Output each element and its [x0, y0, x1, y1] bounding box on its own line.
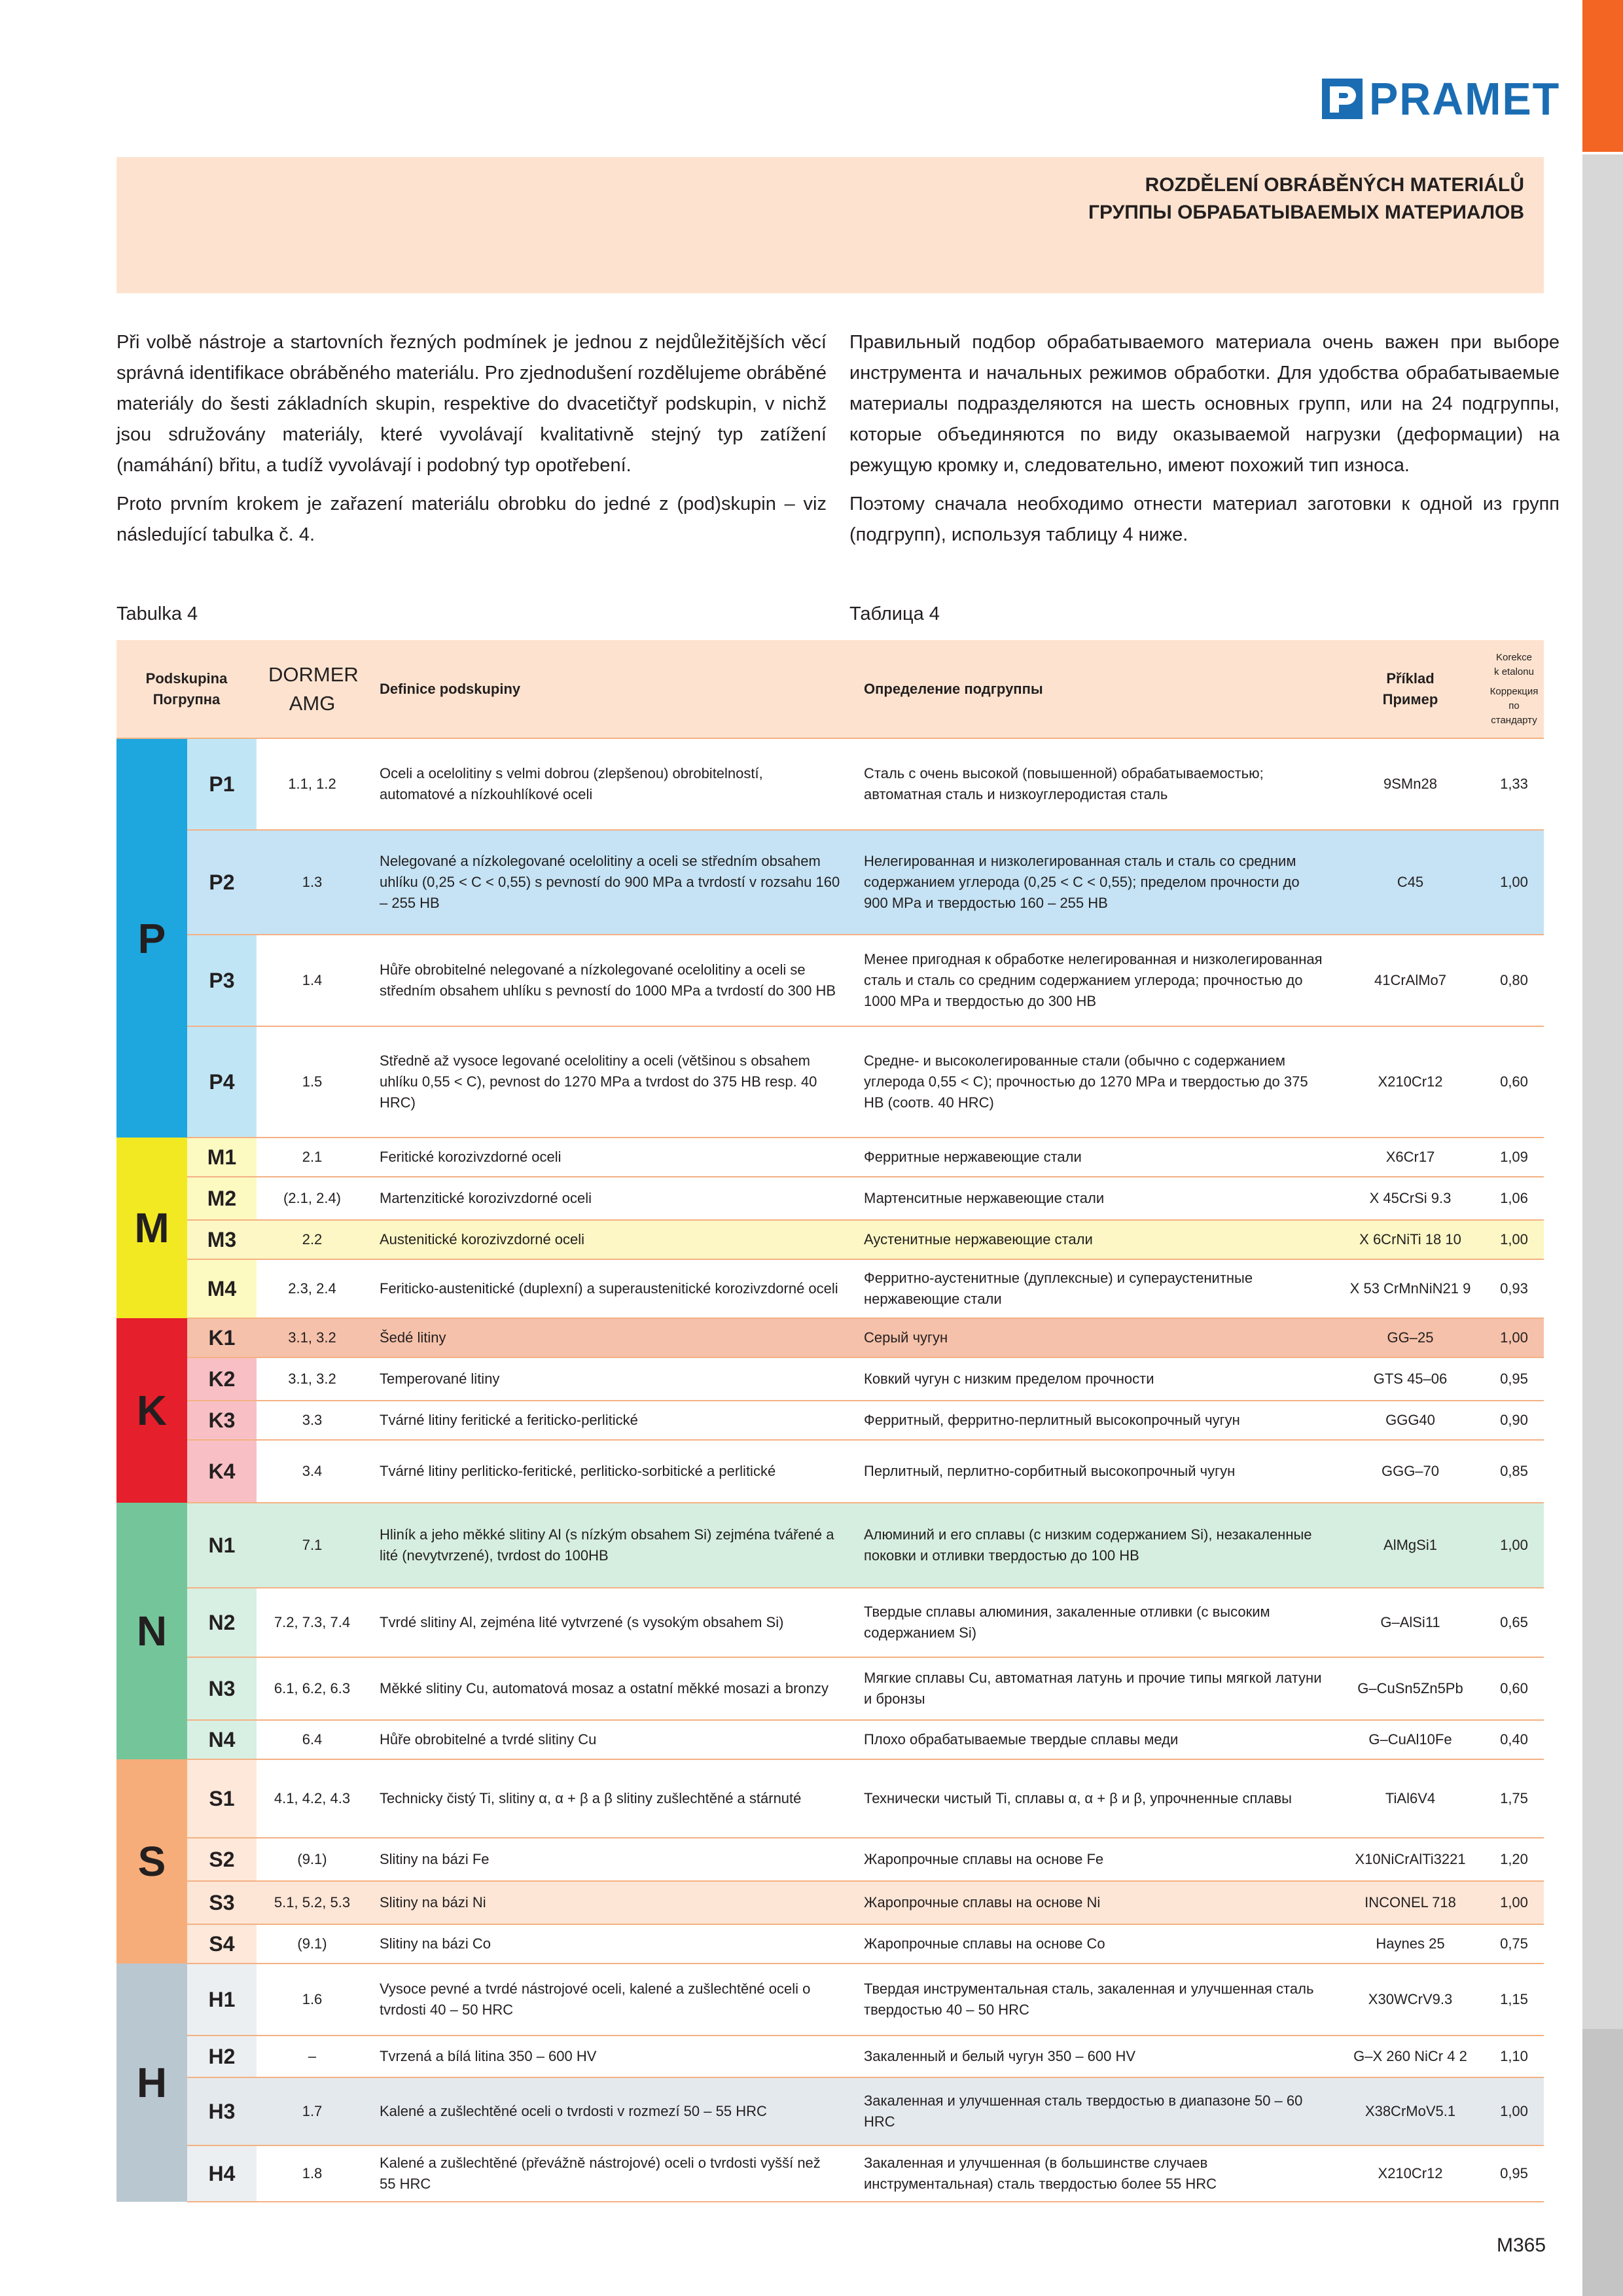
definition-ru: Алюминий и его сплавы (с низким содержанием Si), незакаленные поковки и отливки твердостью до 100 HB — [852, 1503, 1336, 1588]
definition-ru: Закаленная и улучшенная сталь твердостью в диапазоне 50 – 60 HRC — [852, 2077, 1336, 2145]
amg-code: 1.7 — [257, 2077, 368, 2145]
header-example-ru: Пример — [1382, 691, 1438, 708]
definition-ru: Серый чугун — [852, 1318, 1336, 1357]
example-material: X10NiCrAlTi3221 — [1336, 1838, 1484, 1881]
definition-ru: Ковкий чугун с низким пределом прочности — [852, 1357, 1336, 1401]
correction-factor: 0,60 — [1484, 1657, 1544, 1720]
example-material: GG–25 — [1336, 1318, 1484, 1357]
definition-ru: Аустенитные нержавеющие стали — [852, 1220, 1336, 1259]
example-material: Haynes 25 — [1336, 1924, 1484, 1964]
definition-ru: Жаропрочные сплавы на основе Co — [852, 1924, 1336, 1964]
subgroup-code: H1 — [187, 1964, 257, 2036]
amg-code: – — [257, 2036, 368, 2077]
definition-ru: Перлитный, перлитно-сорбитный высокопрочный чугун — [852, 1440, 1336, 1503]
header-correction-ru-1: Коррекция — [1489, 685, 1539, 697]
table-row — [116, 1924, 1544, 1964]
definition-cz: Feriticko-austenitické (duplexní) a superaustenitické korozivzdorné oceli — [368, 1259, 852, 1318]
definition-ru: Твердая инструментальная сталь, закаленная и улучшенная сталь твердостью 40 – 50 HRC — [852, 1964, 1336, 2036]
amg-code: 2.3, 2.4 — [257, 1259, 368, 1318]
amg-code: 2.1 — [257, 1138, 368, 1177]
example-material: C45 — [1336, 830, 1484, 935]
definition-cz: Kalené a zušlechtěné oceli o tvrdosti v rozmezí 50 – 55 HRC — [368, 2077, 852, 2145]
table-row — [116, 1657, 1544, 1720]
correction-factor: 0,75 — [1484, 1924, 1544, 1964]
correction-factor: 0,40 — [1484, 1720, 1544, 1759]
correction-factor: 1,00 — [1484, 830, 1544, 935]
table-row — [116, 830, 1544, 935]
definition-ru: Мягкие сплавы Cu, автоматная латунь и прочие типы мягкой латуни и бронзы — [852, 1657, 1336, 1720]
correction-factor: 1,75 — [1484, 1759, 1544, 1838]
correction-factor: 1,00 — [1484, 2077, 1544, 2145]
definition-ru: Менее пригодная к обработке нелегированная и низколегированная сталь и сталь со средним содержанием углерода; прочностью до 1000 MPa и твердостью до 300 HB — [852, 935, 1336, 1026]
table-header-row — [116, 640, 1544, 738]
group-letter: K — [116, 1318, 187, 1503]
group-letter: P — [116, 738, 187, 1138]
correction-factor: 1,20 — [1484, 1838, 1544, 1881]
correction-factor: 1,00 — [1484, 1503, 1544, 1588]
group-letter: S — [116, 1759, 187, 1964]
definition-ru: Ферритный, ферритно-перлитный высокопрочный чугун — [852, 1401, 1336, 1440]
definition-cz: Slitiny na bázi Ni — [368, 1881, 852, 1924]
amg-code: 1.4 — [257, 935, 368, 1026]
subgroup-code: P2 — [187, 830, 257, 935]
header-definition-ru: Определение подгруппы — [852, 640, 1336, 738]
table-row — [116, 1138, 1544, 1177]
subgroup-code: K4 — [187, 1440, 257, 1503]
definition-cz: Technicky čistý Ti, slitiny α, α + β a β slitiny zušlechtěné a stárnuté — [368, 1759, 852, 1838]
definition-ru: Средне- и высоколегированные стали (обычно с содержанием углерода 0,55 < C); прочностью до 1270 MPa и твердостью до 375 HB (соотв. 40 HRC) — [852, 1026, 1336, 1138]
example-material: GGG–70 — [1336, 1440, 1484, 1503]
subgroup-code: H4 — [187, 2145, 257, 2202]
definition-cz: Slitiny na bázi Co — [368, 1924, 852, 1964]
intro-cz-paragraph: Při volbě nástroje a startovních řezných podmínek je jednou z nejdůležitějších věcí správná identifikace obráběného materiálu. Pro zjednodušení rozdělujeme obráběné materiály do šesti základních skupin, respektive do dvacetičtyř podskupin, v nichž jsou sdružovány materiály, které vyvolávají kvalitativně stejný typ zatížení (namáhání) břitu, a tudíž vyvolávají i podobný typ opotřebení. — [116, 332, 827, 476]
table-row — [116, 1759, 1544, 1838]
banner-title — [1088, 171, 1524, 226]
header-example — [1336, 640, 1484, 738]
edge-tab-orange — [1582, 0, 1623, 152]
amg-code: 6.4 — [257, 1720, 368, 1759]
header-subgroup-ru: Погрупна — [152, 691, 221, 708]
table-row — [116, 2145, 1544, 2202]
table-row — [116, 1401, 1544, 1440]
amg-code: 6.1, 6.2, 6.3 — [257, 1657, 368, 1720]
correction-factor: 1,15 — [1484, 1964, 1544, 2036]
definition-ru: Сталь с очень высокой (повышенной) обрабатываемостью; автоматная сталь и низкоуглеродистая сталь — [852, 738, 1336, 830]
pramet-logo-icon — [1321, 77, 1364, 120]
amg-code: 7.2, 7.3, 7.4 — [257, 1588, 368, 1657]
amg-code: 2.2 — [257, 1220, 368, 1259]
header-amg-line1: DORMER — [268, 662, 359, 686]
definition-cz: Tvrdé slitiny Al, zejména lité vytvrzené (s vysokým obsahem Si) — [368, 1588, 852, 1657]
definition-cz: Oceli a ocelolitiny s velmi dobrou (zlepšenou) obrobitelností, automatové a nízkouhlíkové oceli — [368, 738, 852, 830]
intro-ru-paragraph: Поэтому сначала необходимо отнести материал заготовки к одной из групп (подгрупп), используя таблицу 4 ниже. — [849, 493, 1560, 545]
table-row — [116, 1026, 1544, 1138]
header-example-cz: Příklad — [1386, 670, 1435, 687]
definition-cz: Martenzitické korozivzdorné oceli — [368, 1177, 852, 1220]
correction-factor: 1,00 — [1484, 1881, 1544, 1924]
amg-code: (2.1, 2.4) — [257, 1177, 368, 1220]
example-material: X30WCrV9.3 — [1336, 1964, 1484, 2036]
definition-cz: Šedé litiny — [368, 1318, 852, 1357]
example-material: G–CuAl10Fe — [1336, 1720, 1484, 1759]
subgroup-code: S3 — [187, 1881, 257, 1924]
group-letter: M — [116, 1138, 187, 1318]
definition-cz: Kalené a zušlechtěné (převážně nástrojové) oceli o tvrdosti vyšší než 55 HRC — [368, 2145, 852, 2202]
example-material: X 6CrNiTi 18 10 — [1336, 1220, 1484, 1259]
correction-factor: 0,85 — [1484, 1440, 1544, 1503]
subgroup-code: P3 — [187, 935, 257, 1026]
definition-cz: Feritické korozivzdorné oceli — [368, 1138, 852, 1177]
definition-ru: Мартенситные нержавеющие стали — [852, 1177, 1336, 1220]
definition-ru: Плохо обрабатываемые твердые сплавы меди — [852, 1720, 1336, 1759]
brand-name: PRAMET — [1369, 73, 1561, 124]
subgroup-code: K1 — [187, 1318, 257, 1357]
amg-code: 1.5 — [257, 1026, 368, 1138]
table-caption-ru: Таблица 4 — [849, 603, 940, 624]
example-material: 9SMn28 — [1336, 738, 1484, 830]
correction-factor: 1,00 — [1484, 1318, 1544, 1357]
subgroup-code: H3 — [187, 2077, 257, 2145]
correction-factor: 1,33 — [1484, 738, 1544, 830]
example-material: 41CrAlMo7 — [1336, 935, 1484, 1026]
brand-logo — [1321, 73, 1571, 124]
definition-ru: Твердые сплавы алюминия, закаленные отливки (с высоким содержанием Si) — [852, 1588, 1336, 1657]
subgroup-code: M4 — [187, 1259, 257, 1318]
amg-code: (9.1) — [257, 1838, 368, 1881]
example-material: X 45CrSi 9.3 — [1336, 1177, 1484, 1220]
table-row — [116, 2077, 1544, 2145]
edge-tabs — [1582, 0, 1623, 2296]
definition-ru: Ферритно-аустенитные (дуплексные) и супераустенитные нержавеющие стали — [852, 1259, 1336, 1318]
definition-ru: Ферритные нержавеющие стали — [852, 1138, 1336, 1177]
correction-factor: 0,95 — [1484, 1357, 1544, 1401]
example-material: G–AlSi11 — [1336, 1588, 1484, 1657]
definition-cz: Tvárné litiny perliticko-feritické, perliticko-sorbitické a perlitické — [368, 1440, 852, 1503]
table-row — [116, 1259, 1544, 1318]
definition-cz: Středně až vysoce legované ocelolitiny a oceli (většinou s obsahem uhlíku 0,55 < C), pevnost do 1270 MPa a tvrdost do 375 HB resp. 40 HRC) — [368, 1026, 852, 1138]
intro-ru — [849, 327, 1560, 558]
correction-factor: 1,10 — [1484, 2036, 1544, 2077]
table-row — [116, 1588, 1544, 1657]
subgroup-code: S1 — [187, 1759, 257, 1838]
definition-cz: Slitiny na bázi Fe — [368, 1838, 852, 1881]
definition-cz: Austenitické korozivzdorné oceli — [368, 1220, 852, 1259]
correction-factor: 1,00 — [1484, 1220, 1544, 1259]
header-subgroup — [116, 640, 257, 738]
example-material: G–CuSn5Zn5Pb — [1336, 1657, 1484, 1720]
subgroup-code: N4 — [187, 1720, 257, 1759]
group-letter: H — [116, 1964, 187, 2202]
amg-code: 3.4 — [257, 1440, 368, 1503]
header-correction-ru-2: по стандарту — [1491, 700, 1537, 726]
table-row — [116, 1881, 1544, 1924]
banner-title-cz: ROZDĚLENÍ OBRÁBĚNÝCH MATERIÁLŮ — [1145, 174, 1524, 196]
intro-cz — [116, 327, 827, 558]
definition-cz: Vysoce pevné a tvrdé nástrojové oceli, kalené a zušlechtěné oceli o tvrdosti 40 – 50 HRC — [368, 1964, 852, 2036]
edge-tab-gray-1 — [1582, 154, 1623, 2144]
amg-code: 3.1, 3.2 — [257, 1357, 368, 1401]
subgroup-code: P4 — [187, 1026, 257, 1138]
table-row — [116, 738, 1544, 830]
example-material: G–X 260 NiCr 4 2 — [1336, 2036, 1484, 2077]
amg-code: 3.3 — [257, 1401, 368, 1440]
example-material: X210Cr12 — [1336, 2145, 1484, 2202]
header-subgroup-cz: Podskupina — [145, 670, 228, 687]
definition-ru: Закаленная и улучшенная (в большинстве случаев инструментальная) сталь твердостью более 55 HRC — [852, 2145, 1336, 2202]
materials-table — [116, 640, 1544, 2202]
subgroup-code: M3 — [187, 1220, 257, 1259]
intro-cz-paragraph: Proto prvním krokem je zařazení materiálu obrobku do jedné z (pod)skupin – viz následující tabulka č. 4. — [116, 493, 827, 545]
definition-ru: Жаропрочные сплавы на основе Fe — [852, 1838, 1336, 1881]
example-material: TiAl6V4 — [1336, 1759, 1484, 1838]
table-row — [116, 1440, 1544, 1503]
correction-factor: 0,93 — [1484, 1259, 1544, 1318]
definition-cz: Tvárné litiny feritické a feriticko-perlitické — [368, 1401, 852, 1440]
example-material: X 53 CrMnNiN21 9 — [1336, 1259, 1484, 1318]
page-number: M365 — [1496, 2234, 1546, 2256]
table-row — [116, 1838, 1544, 1881]
subgroup-code: H2 — [187, 2036, 257, 2077]
subgroup-code: M1 — [187, 1138, 257, 1177]
banner-title-ru: ГРУППЫ ОБРАБАТЫВАЕМЫХ МАТЕРИАЛОВ — [1088, 202, 1524, 223]
example-material: GGG40 — [1336, 1401, 1484, 1440]
table-row — [116, 935, 1544, 1026]
definition-cz: Hůře obrobitelné a tvrdé slitiny Cu — [368, 1720, 852, 1759]
example-material: GTS 45–06 — [1336, 1357, 1484, 1401]
definition-cz: Temperované litiny — [368, 1357, 852, 1401]
definition-cz: Nelegované a nízkolegované ocelolitiny a oceli se středním obsahem uhlíku (0,25 < C < 0,55) s pevností do 900 MPa a tvrdostí v rozsahu 160 – 255 HB — [368, 830, 852, 935]
title-banner — [116, 157, 1544, 293]
table-row — [116, 1177, 1544, 1220]
amg-code: (9.1) — [257, 1924, 368, 1964]
amg-code: 1.6 — [257, 1964, 368, 2036]
header-correction-cz-2: k etalonu — [1494, 666, 1534, 677]
edge-tab-gray-2 — [1582, 2029, 1623, 2296]
subgroup-code: N2 — [187, 1588, 257, 1657]
subgroup-code: N3 — [187, 1657, 257, 1720]
example-material: INCONEL 718 — [1336, 1881, 1484, 1924]
definition-cz: Hůře obrobitelné nelegované a nízkolegované ocelolitiny a oceli se středním obsahem uhlíku s pevností do 1000 MPa a tvrdostí do 300 HB — [368, 935, 852, 1026]
subgroup-code: N1 — [187, 1503, 257, 1588]
amg-code: 1.8 — [257, 2145, 368, 2202]
amg-code: 5.1, 5.2, 5.3 — [257, 1881, 368, 1924]
header-correction-cz-1: Korekce — [1495, 651, 1533, 663]
correction-factor: 0,65 — [1484, 1588, 1544, 1657]
correction-factor: 0,95 — [1484, 2145, 1544, 2202]
example-material: X38CrMoV5.1 — [1336, 2077, 1484, 2145]
definition-ru: Нелегированная и низколегированная сталь и сталь со средним содержанием углерода (0,25 < C < 0,55); пределом прочности до 900 MPa и твердостью 160 – 255 HB — [852, 830, 1336, 935]
intro-ru-paragraph: Правильный подбор обрабатываемого материала очень важен при выборе инструмента и начальных режимов обработки. Для удобства обрабатываемые материалы подразделяются на шесть основных групп, или на 24 подгруппы, которые объединяются по виду оказываемой нагрузки (деформации) на режущую кромку и, следовательно, имеют похожий тип износа. — [849, 332, 1560, 476]
subgroup-code: S2 — [187, 1838, 257, 1881]
group-letter: N — [116, 1503, 187, 1759]
example-material: X6Cr17 — [1336, 1138, 1484, 1177]
table-row — [116, 1964, 1544, 2036]
definition-ru: Закаленный и белый чугун 350 – 600 HV — [852, 2036, 1336, 2077]
definition-cz: Tvrzená a bílá litina 350 – 600 HV — [368, 2036, 852, 2077]
header-amg — [257, 640, 368, 738]
definition-ru: Технически чистый Ti, сплавы α, α + β и β, упрочненные сплавы — [852, 1759, 1336, 1838]
table-caption-cz: Tabulka 4 — [116, 603, 198, 624]
subgroup-code: S4 — [187, 1924, 257, 1964]
amg-code: 3.1, 3.2 — [257, 1318, 368, 1357]
amg-code: 1.1, 1.2 — [257, 738, 368, 830]
definition-cz: Měkké slitiny Cu, automatová mosaz a ostatní měkké mosazi a bronzy — [368, 1657, 852, 1720]
table-row — [116, 1357, 1544, 1401]
subgroup-code: P1 — [187, 738, 257, 830]
correction-factor: 1,09 — [1484, 1138, 1544, 1177]
table-row — [116, 2036, 1544, 2077]
subgroup-code: M2 — [187, 1177, 257, 1220]
correction-factor: 1,06 — [1484, 1177, 1544, 1220]
example-material: X210Cr12 — [1336, 1026, 1484, 1138]
definition-cz: Hliník a jeho měkké slitiny Al (s nízkým obsahem Si) zejména tvářené a lité (nevytvrzené), tvrdost do 100HB — [368, 1503, 852, 1588]
table-row — [116, 1318, 1544, 1357]
example-material: AlMgSi1 — [1336, 1503, 1484, 1588]
table-row — [116, 1720, 1544, 1759]
subgroup-code: K2 — [187, 1357, 257, 1401]
correction-factor: 0,80 — [1484, 935, 1544, 1026]
amg-code: 1.3 — [257, 830, 368, 935]
header-amg-line2: AMG — [289, 691, 336, 715]
table-row — [116, 1220, 1544, 1259]
header-correction — [1484, 640, 1544, 738]
correction-factor: 0,60 — [1484, 1026, 1544, 1138]
amg-code: 7.1 — [257, 1503, 368, 1588]
definition-ru: Жаропрочные сплавы на основе Ni — [852, 1881, 1336, 1924]
correction-factor: 0,90 — [1484, 1401, 1544, 1440]
amg-code: 4.1, 4.2, 4.3 — [257, 1759, 368, 1838]
subgroup-code: K3 — [187, 1401, 257, 1440]
header-definition-cz: Definice podskupiny — [368, 640, 852, 738]
table-row — [116, 1503, 1544, 1588]
